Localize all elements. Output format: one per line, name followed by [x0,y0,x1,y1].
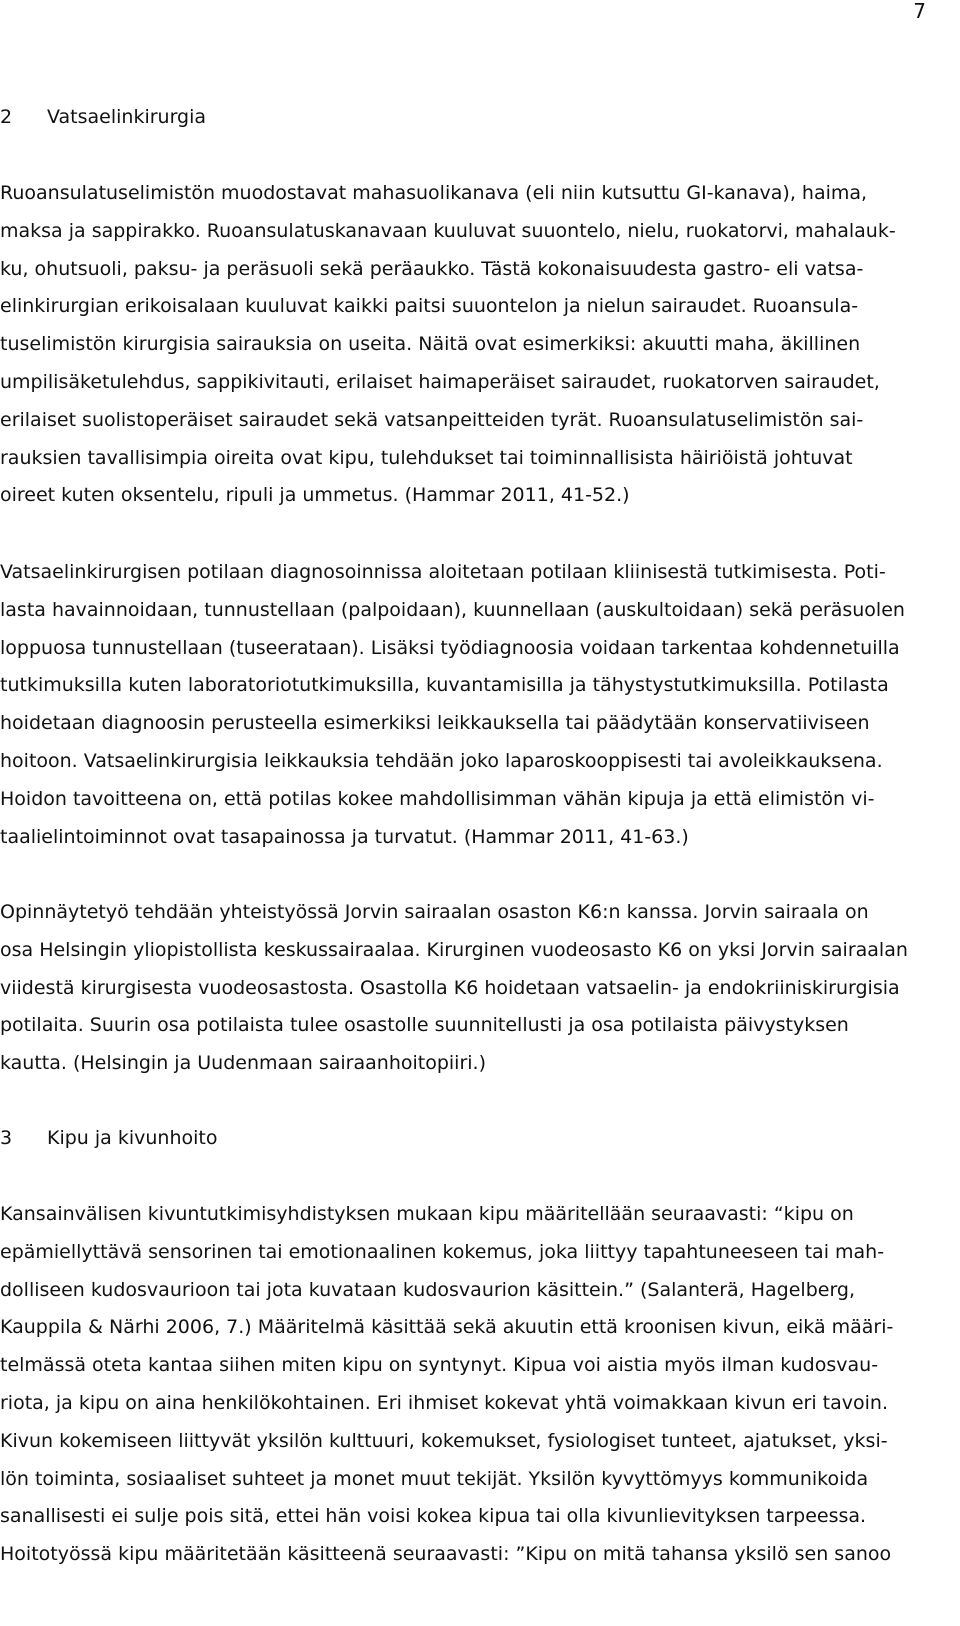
text-line: kautta. (Helsingin ja Uudenmaan sairaanhoitopiiri.) [0,1052,487,1075]
text-line: lön toiminta, sosiaaliset suhteet ja monet muut tekijät. Yksilön kyvyttömyys kommunikoida [0,1467,869,1490]
text-line: hoidetaan diagnoosin perusteella esimerkiksi leikkauksella tai päädytään konservatiiviseen [0,712,870,735]
text-line: Hoitotyössä kipu määritetään käsitteenä seuraavasti: ”Kipu on mitä tahansa yksilö sen sanoo [0,1543,892,1566]
text-line: osa Helsingin yliopistollista keskussairaalaa. Kirurginen vuodeosasto K6 on yksi Jorvin sairaalan [0,938,908,961]
text-line: rauksien tavallisimpia oireita ovat kipu, tulehdukset tai toiminnallisista häiriöistä johtuvat [0,446,853,469]
page-number: 7 [913,0,926,23]
text-line: epämiellyttävä sensorinen tai emotionaalinen kokemus, joka liittyy tapahtuneeseen tai mah- [0,1240,885,1263]
text-line: hoitoon. Vatsaelinkirurgisia leikkauksia tehdään joko laparoskooppisesti tai avoleikkauksena. [0,750,883,772]
text-line: tuselimistön kirurgisia sairauksia on useita. Näitä ovat esimerkiksi: akuutti maha, äkillinen [0,333,861,356]
text-line: Hoidon tavoitteena on, että potilas kokee mahdollisimman vähän kipuja ja että elimistön vi- [0,787,875,810]
text-line: Kansainvälisen kivuntutkimisyhdistyksen mukaan kipu määritellään seuraavasti: “kipu on [0,1203,854,1225]
text-line: sanallisesti ei sulje pois sitä, ettei hän voisi kokea kipua tai olla kivunlievityksen tarpeessa. [0,1505,867,1528]
text-line: Kauppila & Närhi 2006, 7.) Määritelmä käsittää sekä akuutin että kroonisen kivun, eikä määri- [0,1316,894,1339]
text-line: umpilisäketulehdus, sappikivitauti, erilaiset haimaperäiset sairaudet, ruokatorven sairaudet, [0,371,880,393]
text-line: lasta havainnoidaan, tunnustellaan (palpoidaan), kuunnellaan (auskultoidaan) sekä peräsuolen [0,598,905,621]
text-line: riota, ja kipu on aina henkilökohtainen. Eri ihmiset kokevat yhtä voimakkaan kivun eri tavoin. [0,1392,889,1414]
text-line: ku, ohutsuoli, paksu- ja peräsuoli sekä peräaukko. Tästä kokonaisuudesta gastro- eli vatsa- [0,257,864,280]
text-line: tutkimuksilla kuten laboratoriotutkimuksilla, kuvantamisilla ja tähystystutkimuksilla. Potilasta [0,674,889,697]
text-line: dolliseen kudosvaurioon tai jota kuvataan kudosvaurion käsittein.” (Salanterä, Hagelberg, [0,1278,856,1301]
text-line: oireet kuten oksentelu, ripuli ja ummetus. (Hammar 2011, 41-52.) [0,484,630,507]
text-line: Kivun kokemiseen liittyvät yksilön kulttuuri, kokemukset, fysiologiset tunteet, ajatukset, yksi- [0,1429,888,1452]
text-line: Opinnäytetyö tehdään yhteistyössä Jorvin sairaalan osaston K6:n kanssa. Jorvin sairaala on [0,901,869,923]
section-heading [0,106,206,128]
section-heading [0,1127,217,1149]
text-line: Ruoansulatuselimistön muodostavat mahasuolikanava (eli niin kutsuttu GI-kanava), haima, [0,182,868,204]
section-title: Vatsaelinkirurgia [47,106,207,128]
text-line: telmässä oteta kantaa siihen miten kipu on syntynyt. Kipua voi aistia myös ilman kudosvau- [0,1354,879,1377]
text-line: elinkirurgian erikoisalaan kuuluvat kaikki paitsi suuontelon ja nielun sairaudet. Ruoansula- [0,295,859,318]
text-line: potilaita. Suurin osa potilaista tulee osastolle suunnitellusti ja osa potilaista päivystyksen [0,1014,849,1037]
text-line: maksa ja sappirakko. Ruoansulatuskanavaan kuuluvat suuontelo, nielu, ruokatorvi, mahalauk- [0,219,896,242]
text-line: loppuosa tunnustellaan (tuseerataan). Lisäksi työdiagnoosia voidaan tarkentaa kohdennetuilla [0,636,900,659]
text-line: Vatsaelinkirurgisen potilaan diagnosoinnissa aloitetaan potilaan kliinisestä tutkimisesta. Poti- [0,561,886,583]
text-line: taalielintoiminnot ovat tasapainossa ja turvatut. (Hammar 2011, 41-63.) [0,825,689,848]
text-line: erilaiset suolistoperäiset sairaudet sekä vatsanpeitteiden tyrät. Ruoansulatuselimistön sai- [0,408,864,431]
section-title: Kipu ja kivunhoito [47,1127,218,1149]
text-line: viidestä kirurgisesta vuodeosastosta. Osastolla K6 hoidetaan vatsaelin- ja endokriiniskirurgisia [0,976,900,999]
section-number: 3 [0,1127,13,1149]
section-number: 2 [0,106,13,128]
